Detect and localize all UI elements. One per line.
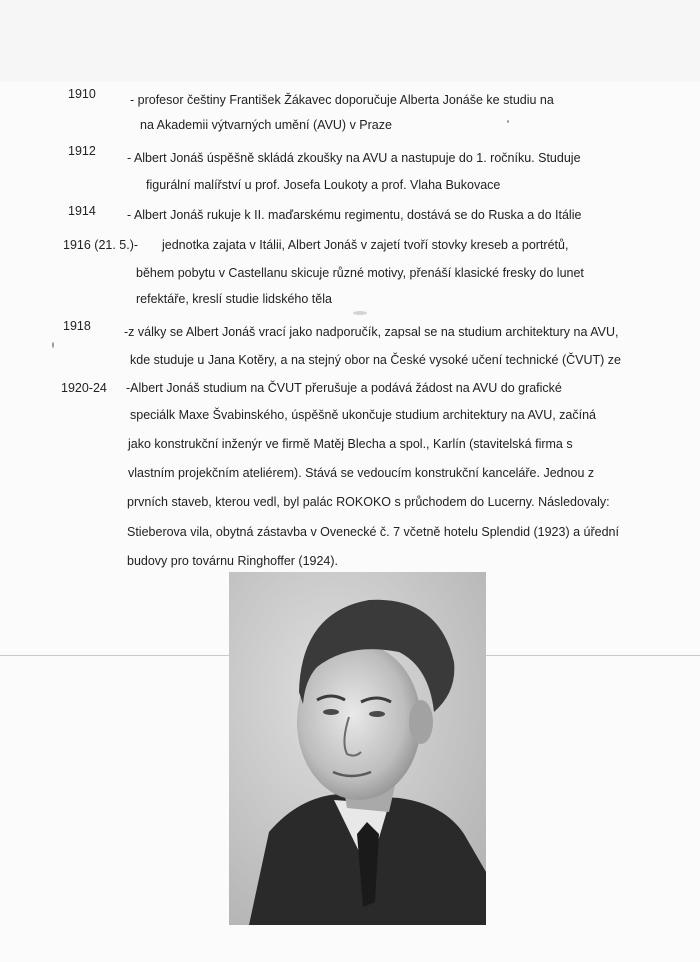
entry-year-1910: 1910 [68,87,96,101]
entry-year-1914: 1914 [68,204,96,218]
entry-line: - Albert Jonáš úspěšně skládá zkoušky na AVU a nastupuje do 1. ročníku. Studuje [127,151,581,165]
scan-speck [353,311,367,315]
entry-line: speciálk Maxe Švabinského, úspěšně ukončuje studium architektury na AVU, začíná [130,408,596,422]
entry-line: budovy pro továrnu Ringhoffer (1924). [127,554,339,568]
entry-line: vlastním projekčním ateliérem). Stává se vedoucím konstrukční kanceláře. Jednou z [128,466,595,480]
entry-line: -Albert Jonáš studium na ČVUT přerušuje a podává žádost na AVU do grafické [126,381,562,395]
scan-speck [507,120,509,123]
entry-year-1920-24: 1920-24 [61,381,107,395]
entry-line: jako konstrukční inženýr ve firmě Matěj Blecha a spol., Karlín (stavitelská firma s [128,437,573,451]
entry-line: - Albert Jonáš rukuje k II. maďarskému regimentu, dostává se do Ruska a do Itálie [127,208,582,222]
entry-line: prvních staveb, kterou vedl, byl palác ROKOKO s průchodem do Lucerny. Následovaly: [127,495,610,509]
portrait-photo-icon [229,572,486,925]
scan-top-margin [0,0,700,82]
entry-line: kde studuje u Jana Kotěry, a na stejný obor na České vysoké učení technické (ČVUT) ze [130,353,621,367]
entry-year-1918: 1918 [63,319,91,333]
entry-line: jednotka zajata v Itálii, Albert Jonáš v zajetí tvoří stovky kreseb a portrétů, [162,238,569,252]
entry-line: Stieberova vila, obytná zástavba v Ovenecké č. 7 včetně hotelu Splendid (1923) a úřední [127,525,619,539]
entry-year-1916: 1916 (21. 5.)- [63,238,139,252]
entry-line: figurální malířství u prof. Josefa Loukoty a prof. Vlaha Bukovace [146,178,501,192]
entry-line: na Akademii výtvarných umění (AVU) v Praze [140,118,392,132]
entry-line: -z války se Albert Jonáš vrací jako nadporučík, zapsal se na studium architektury na AVU, [124,325,619,339]
scan-speck [52,342,54,348]
entry-year-1912: 1912 [68,144,96,158]
portrait-photo [229,572,486,925]
entry-line: - profesor češtiny František Žákavec doporučuje Alberta Jonáše ke studiu na [130,93,554,107]
entry-line: refektáře, kreslí studie lidského těla [136,292,332,306]
entry-line: během pobytu v Castellanu skicuje různé motivy, přenáší klasické fresky do lunet [136,266,584,280]
